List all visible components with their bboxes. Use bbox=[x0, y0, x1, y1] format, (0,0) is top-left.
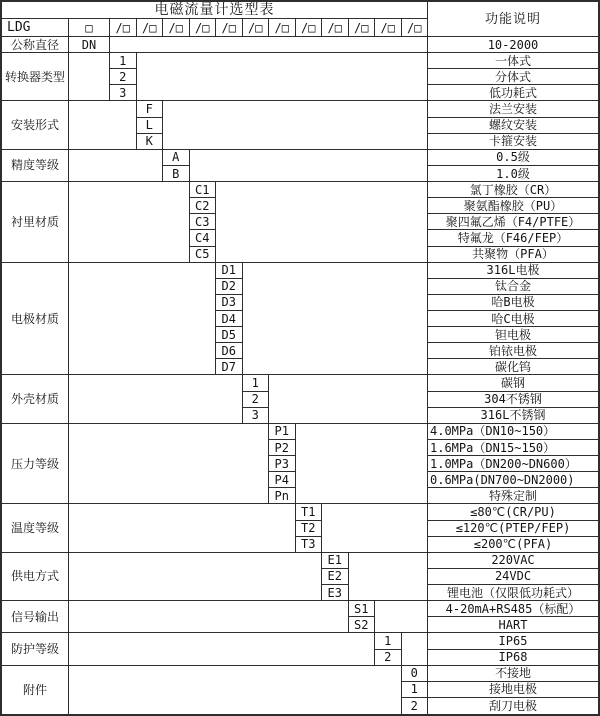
empty-cell bbox=[349, 553, 429, 601]
option-desc: 接地电极 bbox=[428, 682, 598, 698]
empty-cell bbox=[69, 666, 402, 714]
category-label: 转换器类型 bbox=[2, 53, 69, 101]
option-desc: 220VAC bbox=[428, 553, 598, 569]
option-desc: 0.5级 bbox=[428, 150, 598, 166]
function-header: 功能说明 bbox=[428, 2, 598, 37]
option-code: B bbox=[163, 166, 190, 182]
option-code: 0 bbox=[402, 666, 429, 682]
option-code: C2 bbox=[190, 198, 217, 214]
option-code: K bbox=[137, 134, 164, 150]
empty-cell bbox=[69, 182, 190, 263]
model-slot: /□ bbox=[190, 19, 217, 37]
option-desc: 哈C电极 bbox=[428, 311, 598, 327]
option-desc: 一体式 bbox=[428, 53, 598, 69]
option-code: S2 bbox=[349, 617, 376, 633]
option-code: 3 bbox=[110, 85, 137, 101]
model-slot: /□ bbox=[137, 19, 164, 37]
category-label: 精度等级 bbox=[2, 150, 69, 182]
empty-cell bbox=[243, 263, 429, 376]
option-code: D1 bbox=[216, 263, 243, 279]
option-desc: 特氟龙（F46/FEP） bbox=[428, 230, 598, 246]
option-code: D4 bbox=[216, 311, 243, 327]
category-label: 信号输出 bbox=[2, 601, 69, 633]
model-slot: /□ bbox=[110, 19, 137, 37]
option-code: P2 bbox=[269, 440, 296, 456]
option-desc: 哈B电极 bbox=[428, 295, 598, 311]
empty-cell bbox=[137, 53, 429, 101]
option-code: P1 bbox=[269, 424, 296, 440]
option-code: D7 bbox=[216, 359, 243, 375]
option-code: D2 bbox=[216, 279, 243, 295]
option-desc: 氯丁橡胶（CR） bbox=[428, 182, 598, 198]
empty-cell bbox=[375, 601, 428, 633]
option-code: C3 bbox=[190, 214, 217, 230]
category-label: 衬里材质 bbox=[2, 182, 69, 263]
option-desc: 聚氨酯橡胶（PU） bbox=[428, 198, 598, 214]
option-code: C1 bbox=[190, 182, 217, 198]
option-desc: HART bbox=[428, 617, 598, 633]
option-desc: 4.0MPa（DN10~150） bbox=[428, 424, 598, 440]
option-code: E2 bbox=[322, 569, 349, 585]
option-code: P4 bbox=[269, 472, 296, 488]
option-desc: 共聚物（PFA） bbox=[428, 247, 598, 263]
option-code: L bbox=[137, 118, 164, 134]
category-label: 供电方式 bbox=[2, 553, 69, 601]
option-code: T2 bbox=[296, 521, 323, 537]
model-slot: /□ bbox=[163, 19, 190, 37]
option-desc: 特殊定制 bbox=[428, 488, 598, 504]
option-code: C4 bbox=[190, 230, 217, 246]
empty-cell bbox=[190, 150, 429, 182]
empty-cell bbox=[69, 263, 216, 376]
option-desc: 钽电极 bbox=[428, 327, 598, 343]
option-desc: 聚四氟乙烯（F4/PTFE） bbox=[428, 214, 598, 230]
option-desc: ≤200℃(PFA) bbox=[428, 537, 598, 553]
option-code: D6 bbox=[216, 343, 243, 359]
empty-cell bbox=[322, 504, 428, 552]
empty-cell bbox=[69, 150, 163, 182]
option-desc: 不接地 bbox=[428, 666, 598, 682]
option-desc: 低功耗式 bbox=[428, 85, 598, 101]
option-code: 1 bbox=[375, 633, 402, 649]
model-slot: /□ bbox=[375, 19, 402, 37]
option-desc: 1.0级 bbox=[428, 166, 598, 182]
empty-cell bbox=[69, 633, 375, 665]
option-code: 1 bbox=[243, 375, 270, 391]
option-desc: 10-2000 bbox=[428, 37, 598, 53]
empty-cell bbox=[216, 182, 428, 263]
option-code: 2 bbox=[243, 392, 270, 408]
model-slot: /□ bbox=[269, 19, 296, 37]
table-title: 电磁流量计选型表 bbox=[2, 2, 428, 19]
option-desc: 碳化钨 bbox=[428, 359, 598, 375]
option-code: P3 bbox=[269, 456, 296, 472]
option-desc: IP68 bbox=[428, 650, 598, 666]
empty-cell bbox=[296, 424, 429, 505]
option-code: 1 bbox=[110, 53, 137, 69]
model-first-box: □ bbox=[69, 19, 110, 37]
option-desc: 24VDC bbox=[428, 569, 598, 585]
option-desc: ≤120℃(PTEP/FEP) bbox=[428, 521, 598, 537]
model-slot: /□ bbox=[296, 19, 323, 37]
option-desc: 钛合金 bbox=[428, 279, 598, 295]
option-code: 2 bbox=[402, 698, 429, 714]
option-desc: 刮刀电极 bbox=[488, 698, 537, 713]
option-code: D3 bbox=[216, 295, 243, 311]
option-desc: 分体式 bbox=[428, 69, 598, 85]
empty-cell bbox=[69, 504, 296, 552]
model-slot: /□ bbox=[216, 19, 243, 37]
option-code: 3 bbox=[243, 408, 270, 424]
model-prefix: LDG bbox=[2, 19, 69, 37]
option-desc: 铂铱电极 bbox=[428, 343, 598, 359]
category-label: 安装形式 bbox=[2, 101, 69, 149]
category-label: 附件 bbox=[2, 666, 69, 714]
option-code: E1 bbox=[322, 553, 349, 569]
option-code: Pn bbox=[269, 488, 296, 504]
model-slot: /□ bbox=[402, 19, 429, 37]
category-label: 电极材质 bbox=[2, 263, 69, 376]
option-code: 1 bbox=[402, 682, 429, 698]
category-label: 防护等级 bbox=[2, 633, 69, 665]
option-desc: ≤80℃(CR/PU) bbox=[428, 504, 598, 520]
option-code: D5 bbox=[216, 327, 243, 343]
empty-cell bbox=[69, 601, 349, 633]
category-label: 温度等级 bbox=[2, 504, 69, 552]
option-code: 2 bbox=[375, 650, 402, 666]
model-slot: /□ bbox=[322, 19, 349, 37]
option-desc: 316L电极 bbox=[428, 263, 598, 279]
option-code: DN bbox=[69, 37, 110, 53]
empty-cell bbox=[402, 633, 429, 665]
model-slot: /□ bbox=[349, 19, 376, 37]
option-code: T3 bbox=[296, 537, 323, 553]
empty-cell bbox=[163, 101, 428, 149]
option-desc: 卡箍安装 bbox=[428, 134, 598, 150]
empty-cell bbox=[69, 553, 322, 601]
category-label: 压力等级 bbox=[2, 424, 69, 505]
empty-cell bbox=[110, 37, 428, 53]
option-desc: 碳钢 bbox=[428, 375, 598, 391]
option-code: F bbox=[137, 101, 164, 117]
option-code: S1 bbox=[349, 601, 376, 617]
option-code: 2 bbox=[110, 69, 137, 85]
option-code: T1 bbox=[296, 504, 323, 520]
category-label: 外壳材质 bbox=[2, 375, 69, 423]
option-desc: 1.0MPa（DN200~DN600） bbox=[428, 456, 598, 472]
option-desc: 锂电池（仅限低功耗式） bbox=[428, 585, 598, 601]
option-code: A bbox=[163, 150, 190, 166]
empty-cell bbox=[69, 53, 110, 101]
option-desc: 4-20mA+RS485（标配） bbox=[428, 601, 598, 617]
category-label: 公称直径 bbox=[2, 37, 69, 53]
option-desc: 316L不锈钢 bbox=[428, 408, 598, 424]
empty-cell bbox=[69, 101, 137, 149]
option-desc: 螺纹安装 bbox=[428, 118, 598, 134]
empty-cell bbox=[69, 375, 243, 423]
option-desc: 304不锈钢 bbox=[428, 392, 598, 408]
option-desc: IP65 bbox=[428, 633, 598, 649]
option-desc: 法兰安装 bbox=[428, 101, 598, 117]
empty-cell bbox=[69, 424, 269, 505]
option-desc: 0.6MPa(DN700~DN2000) bbox=[428, 472, 598, 488]
option-desc: 1.6MPa（DN15~150） bbox=[428, 440, 598, 456]
option-code: E3 bbox=[322, 585, 349, 601]
model-slot: /□ bbox=[243, 19, 270, 37]
option-code: C5 bbox=[190, 247, 217, 263]
empty-cell bbox=[269, 375, 428, 423]
